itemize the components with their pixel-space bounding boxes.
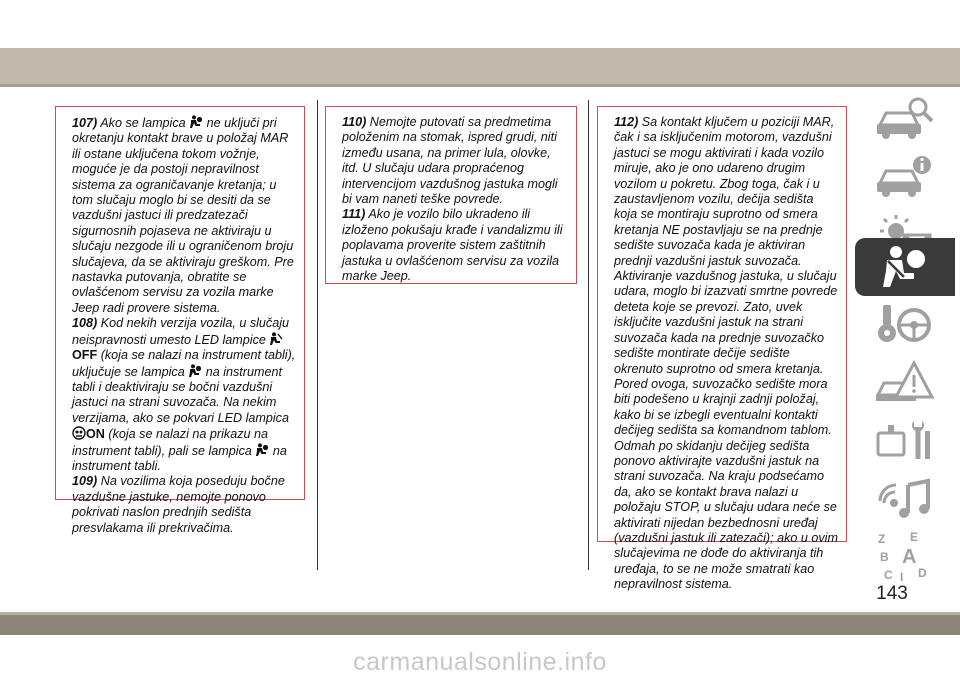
key-steering-icon (874, 301, 936, 349)
svg-text:B: B (880, 550, 889, 564)
index-letters-icon (874, 529, 936, 585)
svg-text:I: I (900, 570, 904, 584)
note-text: Na vozilima koja poseduju bočne vazdušne jastuke, nemojte ponovo pokrivati naslon prednjih sedišta presvlakama ili prekrivačima. (72, 474, 285, 535)
note-text: Ako je vozilo bilo ukradeno ili izloženo pokušaju krađe i vandalizmu ili poplavama proverite sistem zaštitnih jastuka u ovlašćenom servisu za vozila marke Jeep. (342, 207, 563, 284)
note-text: ne uključi pri okretanju kontakt brave u položaj MAR ili ostane uključena tokom vožnje, moguće je da postoji nepravilnost sistema za ograničavanje kretanja; u tom slučaju moglo bi se desiti da se vazdušni jastuci ili predzatezači sigurnosnih pojaseva ne aktiviraju u slučaju nezgode ili u ograničenom broju slučajeva, da se aktiviraju greškom. Pre nastavka putovanja, obratite se ovlašćenom servisu za vozila marke Jeep radi provere sistema. (72, 116, 294, 315)
column-divider (317, 100, 318, 570)
warning-box-107-109 (55, 106, 305, 535)
airbag-safety-icon (874, 243, 936, 291)
passenger-airbag-on-icon (72, 426, 86, 440)
note-text: Kod nekih verzija vozila, u slučaju neispravnosti umesto LED lampice (72, 316, 290, 347)
warning-box-110-111 (325, 106, 577, 284)
on-label: ON (86, 427, 105, 442)
svg-text:D: D (918, 566, 927, 580)
note-text: na instrument tabli. (72, 443, 287, 473)
top-band (0, 48, 960, 84)
sidebar-item-maintenance[interactable] (855, 412, 955, 470)
watermark: carmanualsonline.info (353, 648, 607, 676)
note-number: 112) (614, 115, 639, 129)
svg-text:E: E (910, 530, 919, 544)
column-divider (588, 100, 589, 570)
sidebar-item-index[interactable] (855, 528, 955, 586)
airbag-warning-icon (255, 443, 269, 457)
bottom-band (0, 615, 960, 635)
car-info-icon (874, 153, 936, 201)
svg-text:C: C (884, 568, 893, 582)
note-number: 107) (72, 116, 98, 130)
car-search-icon (874, 95, 936, 143)
sidebar-item-starting-driving[interactable] (855, 296, 955, 354)
sidebar-item-emergency[interactable] (855, 354, 955, 412)
airbag-warning-icon (189, 115, 203, 129)
top-rule (0, 84, 960, 87)
multimedia-icon (874, 475, 936, 523)
off-label: OFF (72, 348, 98, 363)
note-text: Sa kontakt ključem u poziciji MAR, čak i sa isključenim motorom, vazdušni jastuci se mogu aktivirati i kada vozilo miruje, ako je ono udareno drugim vozilom u pokretu. Zbog toga, čak i u zaustavljenom vozilu, dečija sedišta koja se montiraju suprotno od smera kretanja NE postavljaju se na prednje sedište suvozača kada je aktiviran prednji vazdušni jastuk suvozača. Aktiviranje vazdušnog jastuka, u slučaju udara, moglo bi izazvati smrtne povrede deteta koje se prevozi. Zato, uvek isključite vazdušni jastuk na strani suvozača kada na prednje suvozačko sedište montirate dečije sedište okrenuto suprotno od smera kretanja. Pored ovoga, suvozačko sedište mora biti podešeno u krajnji zadnji položaj, kako bi se izbegli eventualni kontakti dečijeg sedišta sa komandnom tablom. Odmah po skidanju dečijeg sedišta ponovo aktivirajte vazdušni jastuk na strani suvozača. Na kraju podsećamo da, ako se kontakt brava nalazi u položaju STOP, u slučaju udara neće se aktivirati nijedan bezbednosni uređaj (vazdušni jastuk ili zatezači); ako u ovim slučajevima ne dođe do aktiviranja tih uređaja, to se ne može smatrati kao nepravilnost sistema. (614, 115, 838, 592)
airbag-warning-icon (188, 364, 202, 378)
note-text: na instrument tabli i deaktiviraju se bočni vazdušni jastuci na strani suvozača. Na nekim verzijama, ako se pokvari LED lampica (72, 364, 289, 425)
sidebar-item-car-info[interactable] (855, 148, 955, 206)
note-number: 110) (342, 115, 367, 129)
tools-icon (874, 417, 936, 465)
note-text: Ako se lampica (100, 116, 186, 130)
passenger-airbag-off-icon (269, 332, 283, 346)
warning-box-112 (597, 106, 847, 592)
sidebar-item-car-overview[interactable] (855, 90, 955, 148)
svg-text:A: A (902, 546, 917, 568)
warning-triangle-icon (874, 359, 936, 407)
page-number: 143 (876, 583, 908, 604)
sidebar-item-safety[interactable] (855, 238, 955, 296)
sidebar-item-multimedia[interactable] (855, 470, 955, 528)
note-number: 108) (72, 316, 98, 331)
note-text: Nemojte putovati sa predmetima položenim na stomak, ispred grudi, niti između usana, na primer lula, olovke, itd. U slučaju udara propraćenog intervencijom vazdušnog jastuka mogli bi vam naneti teške povrede. (342, 115, 558, 207)
svg-text:Z: Z (878, 532, 886, 546)
note-text: (koja se nalazi na prikazu na instrument tabli), pali se lampica (72, 427, 269, 458)
note-text: (koja se nalazi na instrument tabli), uključuje se lampica (72, 348, 296, 379)
note-number: 111) (342, 207, 366, 222)
note-number: 109) (72, 474, 98, 489)
